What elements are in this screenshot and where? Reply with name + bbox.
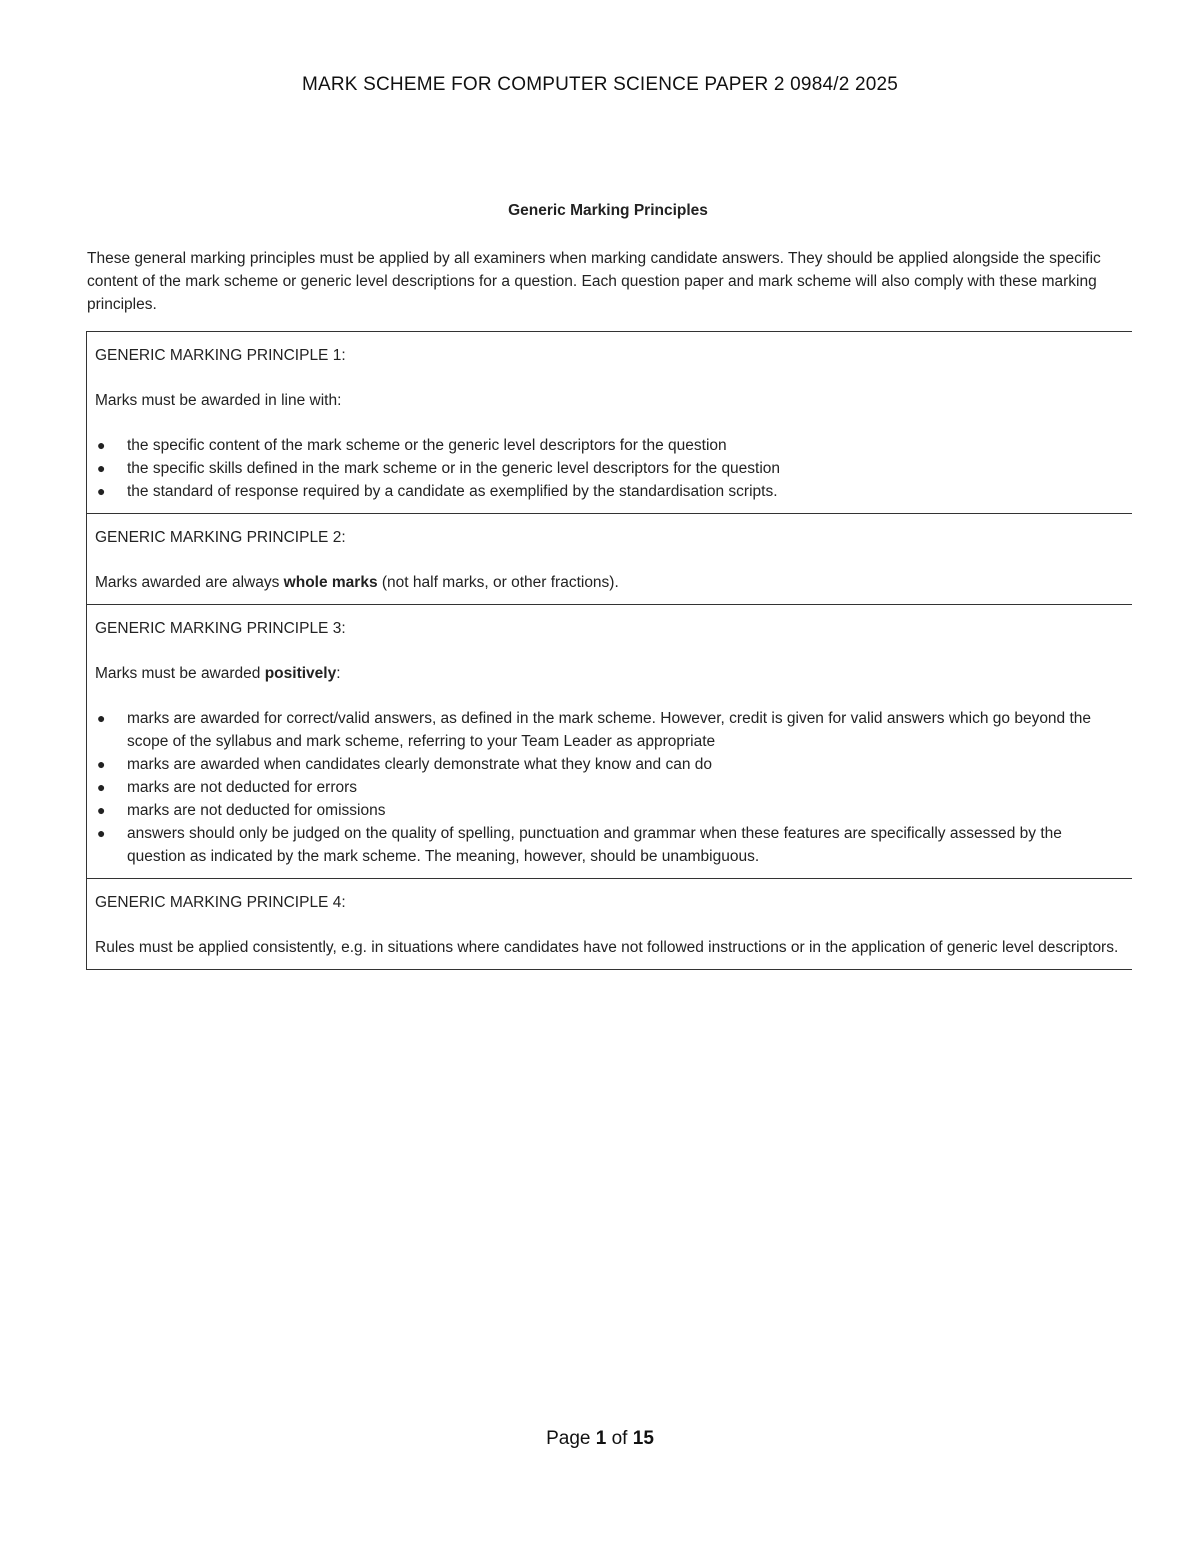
- bullet-icon: ●: [97, 756, 106, 772]
- list-item: [95, 434, 1122, 457]
- principle-3-cell: [87, 605, 1132, 879]
- list-item: [95, 799, 1122, 822]
- principle-1-bullet-list: [95, 434, 1122, 503]
- list-item-text: answers should only be judged on the quality of spelling, punctuation and grammar when these features are specifically assessed by the question as indicated by the mark scheme. The meaning, however, should be unambiguous.: [127, 825, 1062, 865]
- page-current: 1: [595, 1428, 607, 1449]
- bullet-icon: ●: [97, 710, 106, 726]
- principle-2-lead-text-end: (not half marks, or other fractions).: [377, 574, 619, 591]
- list-item-text: marks are not deducted for omissions: [127, 802, 386, 819]
- list-item-text: marks are awarded when candidates clearly demonstrate what they know and can do: [127, 756, 713, 773]
- principle-2-lead: [95, 571, 1122, 594]
- principle-3-lead-text: Marks must be awarded: [95, 665, 265, 682]
- list-item-text: the standard of response required by a candidate as exemplified by the standardisation scripts.: [127, 483, 778, 500]
- principle-1-lead: Marks must be awarded in line with:: [95, 392, 342, 409]
- list-item: [95, 707, 1122, 753]
- principle-4-cell: [87, 879, 1132, 970]
- list-item-text: the specific skills defined in the mark scheme or in the generic level descriptors for the question: [127, 460, 781, 477]
- bullet-icon: ●: [97, 802, 106, 818]
- principle-1-title: GENERIC MARKING PRINCIPLE 1:: [95, 347, 346, 364]
- list-item: [95, 753, 1122, 776]
- principles-table: [86, 331, 1132, 970]
- principle-3-title: GENERIC MARKING PRINCIPLE 3:: [95, 620, 346, 637]
- principle-3-lead-bold: positively: [264, 665, 337, 682]
- principle-4-title: GENERIC MARKING PRINCIPLE 4:: [95, 894, 346, 911]
- principle-4-lead: Rules must be applied consistently, e.g. in situations where candidates have not followed instructions or in the application of generic level descriptors.: [95, 939, 1119, 956]
- intro-paragraph: These general marking principles must be applied by all examiners when marking candidate answers. They should be applied alongside the specific content of the mark scheme or generic level descriptions for a question. Each question paper and mark scheme will also comply with these marking principles.: [87, 250, 1101, 313]
- of-word: of: [611, 1428, 628, 1449]
- section-heading: Generic Marking Principles: [508, 202, 708, 219]
- principle-3-lead-text-end: :: [336, 665, 341, 682]
- list-item: [95, 822, 1122, 868]
- principle-2-title: GENERIC MARKING PRINCIPLE 2:: [95, 529, 346, 546]
- list-item: [95, 776, 1122, 799]
- principle-2-lead-text: Marks awarded are always: [95, 574, 284, 591]
- bullet-icon: ●: [97, 460, 106, 476]
- list-item-text: marks are not deducted for errors: [127, 779, 358, 796]
- bullet-icon: ●: [97, 437, 106, 453]
- page-word: Page: [546, 1428, 591, 1449]
- bullet-icon: ●: [97, 779, 106, 795]
- principle-2-cell: [87, 514, 1132, 605]
- list-item-text: marks are awarded for correct/valid answers, as defined in the mark scheme. However, credit is given for valid answers which go beyond the scope of the syllabus and mark scheme, referring to your Team Leader as appropriate: [127, 710, 1092, 750]
- list-item: [95, 457, 1122, 480]
- document-header-title: MARK SCHEME FOR COMPUTER SCIENCE PAPER 2 0984/2 2025: [301, 74, 899, 95]
- bullet-icon: ●: [97, 483, 106, 499]
- list-item-text: the specific content of the mark scheme or the generic level descriptors for the question: [127, 437, 727, 454]
- principle-3-bullet-list: [95, 707, 1122, 868]
- principle-3-lead: [95, 662, 1122, 685]
- principle-1-cell: [87, 332, 1132, 514]
- page-total: 15: [632, 1428, 654, 1449]
- principle-2-lead-bold: whole marks: [283, 574, 378, 591]
- page-number: [0, 1428, 1200, 1450]
- bullet-icon: ●: [97, 825, 106, 841]
- list-item: [95, 480, 1122, 503]
